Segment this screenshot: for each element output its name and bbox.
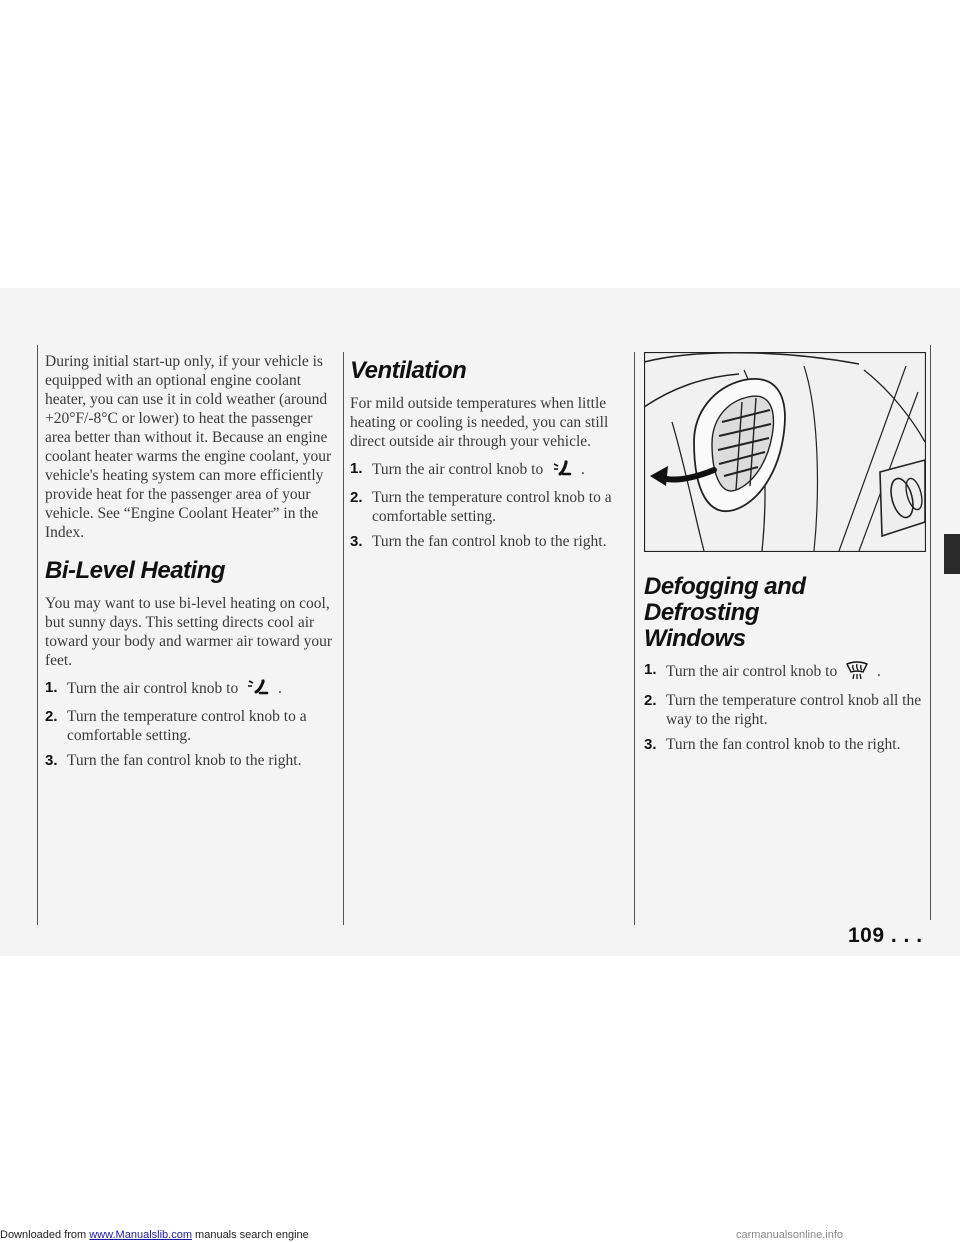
step-number: 3.	[350, 533, 363, 550]
step-text: Turn the temperature control knob all the way to the right.	[666, 692, 922, 728]
bottom-margin	[0, 956, 960, 1242]
list-item	[45, 751, 337, 770]
top-margin	[0, 0, 960, 288]
section-edge-tab	[944, 534, 960, 574]
manualslib-link[interactable]: www.Manualslib.com	[89, 1229, 192, 1241]
intro-paragraph: During initial start-up only, if your vehicle is equipped with an optional engine coolant heater, you can use it in cold weather (around +20°F/-8°C or lower) to heat the passenger area better than without it. Because an engine coolant heater warms the engine coolant, your vehicle's heating system can more efficiently provide heat for the passenger area of your vehicle. See “Engine Coolant Heater” in the Index.	[45, 353, 332, 541]
step-text: Turn the fan control knob to the right.	[67, 752, 302, 769]
list-item	[45, 678, 337, 701]
step-text-end: .	[277, 680, 282, 698]
defogging-steps	[644, 660, 926, 754]
column-rule-far-right	[930, 345, 931, 920]
watermark: carmanualsonline.info	[736, 1229, 844, 1241]
list-item	[350, 459, 632, 482]
step-text: Turn the air control knob to	[372, 461, 544, 479]
step-text: Turn the temperature control knob to a comfortable setting.	[67, 708, 307, 744]
ventilation-steps	[350, 459, 632, 551]
step-number: 1.	[644, 661, 657, 678]
page-number: 109 . . .	[848, 924, 923, 947]
step-text: Turn the air control knob to	[67, 680, 239, 698]
step-number: 2.	[350, 489, 363, 506]
bi-level-steps	[45, 678, 337, 770]
list-item	[350, 488, 632, 526]
column-2	[350, 358, 632, 557]
ventilation-paragraph: For mild outside temperatures when little heating or cooling is needed, you can still direct outside air through your vehicle.	[350, 395, 609, 450]
step-number: 2.	[45, 708, 58, 725]
defogging-heading	[644, 574, 926, 652]
list-item	[644, 660, 926, 685]
column-rule-middle	[343, 352, 344, 925]
bi-level-heading: Bi-Level Heating	[45, 557, 226, 584]
defogging-heading-line2: Windows	[644, 625, 746, 652]
download-footer	[0, 1229, 309, 1241]
bilevel-mode-icon	[246, 678, 270, 701]
step-number: 1.	[350, 460, 363, 477]
step-number: 2.	[644, 692, 657, 709]
list-item	[644, 691, 926, 729]
footer-prefix: Downloaded from	[0, 1229, 87, 1241]
vent-mode-icon	[551, 459, 573, 482]
ventilation-heading: Ventilation	[350, 357, 467, 384]
step-text-end: .	[580, 461, 585, 479]
step-number: 1.	[45, 679, 58, 696]
step-number: 3.	[644, 736, 657, 753]
list-item	[350, 532, 632, 551]
defrost-mode-icon	[845, 660, 869, 685]
step-text: Turn the fan control knob to the right.	[372, 533, 607, 550]
step-text: Turn the fan control knob to the right.	[666, 736, 901, 753]
defogging-heading-line1: Defogging and Defrosting	[644, 573, 806, 626]
bi-level-paragraph: You may want to use bi-level heating on cool, but sunny days. This setting directs cool air toward your body and warmer air toward your feet.	[45, 595, 333, 669]
footer-suffix: manuals search engine	[195, 1229, 309, 1241]
column-1	[45, 352, 337, 776]
column-rule-right	[634, 352, 635, 925]
step-text: Turn the temperature control knob to a comfortable setting.	[372, 489, 612, 525]
list-item	[45, 707, 337, 745]
list-item	[644, 735, 926, 754]
step-text: Turn the air control knob to	[666, 663, 838, 681]
column-rule-left	[37, 345, 38, 925]
side-window-defogger-vent-illustration	[644, 352, 926, 552]
column-3	[644, 352, 926, 760]
step-text-end: .	[876, 663, 881, 681]
step-number: 3.	[45, 752, 58, 769]
